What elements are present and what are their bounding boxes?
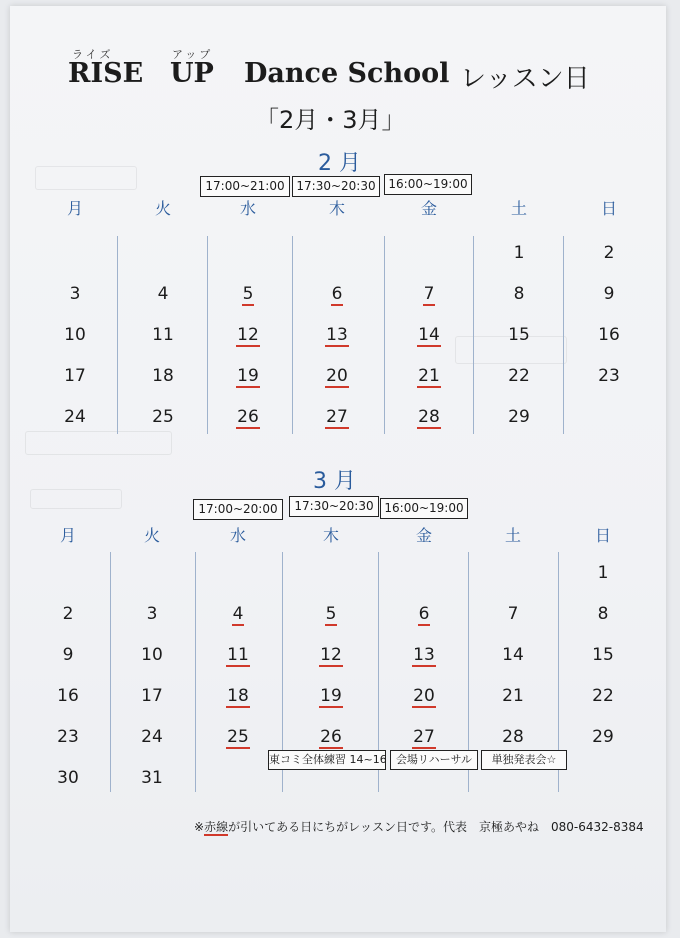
calendar-day: 10 — [141, 645, 163, 665]
footnote-prefix: ※ — [194, 820, 205, 834]
february-column-divider — [117, 236, 118, 434]
february-time-wed: 17:00~21:00 — [200, 176, 290, 197]
lesson-day: 20 — [413, 686, 435, 706]
lesson-day: 19 — [320, 686, 342, 706]
march-time-wed: 17:00~20:00 — [193, 499, 283, 520]
lesson-day: 5 — [242, 284, 254, 304]
lesson-day: 27 — [413, 727, 435, 747]
march-weekday-1: 火 — [143, 526, 160, 545]
february-weekday-3: 木 — [328, 199, 345, 218]
lesson-day: 25 — [227, 727, 249, 747]
title-school: Dance School — [244, 58, 450, 89]
calendar-day: 31 — [141, 768, 163, 788]
lesson-day: 14 — [418, 325, 440, 345]
march-title: 3 月 — [313, 469, 356, 494]
february-column-divider — [384, 236, 385, 434]
february-weekday-0: 月 — [66, 199, 83, 218]
calendar-day: 25 — [152, 407, 174, 427]
calendar-day: 30 — [57, 768, 79, 788]
lesson-day: 12 — [237, 325, 259, 345]
lesson-day: 7 — [423, 284, 435, 304]
march-weekday-5: 土 — [504, 526, 521, 545]
calendar-day: 24 — [64, 407, 86, 427]
lesson-day: 6 — [418, 604, 430, 624]
calendar-day: 11 — [152, 325, 174, 345]
title-up: UP — [170, 58, 214, 89]
calendar-day: 28 — [502, 727, 524, 747]
calendar-day: 9 — [62, 645, 74, 665]
lesson-day: 13 — [326, 325, 348, 345]
march-weekday-4: 金 — [415, 526, 432, 545]
calendar-day: 8 — [597, 604, 609, 624]
february-time-thu: 17:30~20:30 — [292, 176, 380, 197]
calendar-day: 8 — [513, 284, 525, 304]
calendar-day: 1 — [513, 243, 525, 263]
calendar-day: 14 — [502, 645, 524, 665]
calendar-day: 21 — [502, 686, 524, 706]
footnote-red-line: 赤線 — [204, 820, 229, 834]
ruby-rise: ライズ — [72, 48, 114, 61]
lesson-day: 5 — [325, 604, 337, 624]
calendar-day: 16 — [598, 325, 620, 345]
march-column-divider — [110, 552, 111, 792]
lesson-day: 11 — [227, 645, 249, 665]
calendar-day: 23 — [598, 366, 620, 386]
calendar-day: 18 — [152, 366, 174, 386]
march-column-divider — [195, 552, 196, 792]
calendar-day: 16 — [57, 686, 79, 706]
calendar-day: 2 — [62, 604, 74, 624]
calendar-day: 22 — [508, 366, 530, 386]
lesson-day: 26 — [320, 727, 342, 747]
lesson-day: 18 — [227, 686, 249, 706]
calendar-day: 15 — [508, 325, 530, 345]
february-column-divider — [473, 236, 474, 434]
february-weekday-2: 水 — [239, 199, 256, 218]
february-weekday-5: 土 — [510, 199, 527, 218]
march-time-thu: 17:30~20:30 — [289, 496, 379, 517]
title-lesson-days: レッスン日 — [460, 64, 590, 94]
calendar-day: 2 — [603, 243, 615, 263]
calendar-day: 24 — [141, 727, 163, 747]
calendar-day: 29 — [592, 727, 614, 747]
february-title: 2 月 — [318, 151, 361, 176]
calendar-day: 3 — [69, 284, 81, 304]
footnote — [194, 818, 644, 835]
title-rise: RISE — [68, 58, 144, 89]
calendar-day: 9 — [603, 284, 615, 304]
lesson-day: 13 — [413, 645, 435, 665]
february-weekday-1: 火 — [154, 199, 171, 218]
lesson-day: 4 — [232, 604, 244, 624]
calendar-day: 10 — [64, 325, 86, 345]
lesson-day: 27 — [326, 407, 348, 427]
event-toukomi-practice: 東コミ全体練習 14~16 — [268, 750, 386, 770]
calendar-day: 3 — [146, 604, 158, 624]
march-weekday-3: 木 — [322, 526, 339, 545]
lesson-day: 26 — [237, 407, 259, 427]
february-weekday-6: 日 — [600, 199, 617, 218]
february-column-divider — [292, 236, 293, 434]
lesson-day: 21 — [418, 366, 440, 386]
calendar-day: 7 — [507, 604, 519, 624]
march-weekday-0: 月 — [59, 526, 76, 545]
calendar-day: 29 — [508, 407, 530, 427]
ruby-up: アップ — [172, 48, 214, 61]
lesson-day: 19 — [237, 366, 259, 386]
subtitle-months: 「2月・3月」 — [255, 106, 406, 134]
february-time-fri: 16:00~19:00 — [384, 174, 472, 195]
calendar-day: 23 — [57, 727, 79, 747]
event-solo-recital: 単独発表会☆ — [481, 750, 567, 770]
calendar-day: 1 — [597, 563, 609, 583]
lesson-day: 6 — [331, 284, 343, 304]
lesson-day: 28 — [418, 407, 440, 427]
footnote-text: が引いてある日にちがレッスン日です。代表 京極あやね 080-6432-8384 — [228, 820, 644, 834]
march-weekday-6: 日 — [594, 526, 611, 545]
march-weekday-2: 水 — [229, 526, 246, 545]
lesson-day: 12 — [320, 645, 342, 665]
calendar-day: 17 — [64, 366, 86, 386]
lesson-day: 20 — [326, 366, 348, 386]
february-column-divider — [207, 236, 208, 434]
february-weekday-4: 金 — [420, 199, 437, 218]
event-venue-rehearsal: 会場リハーサル — [390, 750, 478, 770]
february-column-divider — [563, 236, 564, 434]
march-time-fri: 16:00~19:00 — [380, 498, 468, 519]
calendar-day: 17 — [141, 686, 163, 706]
calendar-day: 15 — [592, 645, 614, 665]
calendar-day: 22 — [592, 686, 614, 706]
calendar-day: 4 — [157, 284, 169, 304]
